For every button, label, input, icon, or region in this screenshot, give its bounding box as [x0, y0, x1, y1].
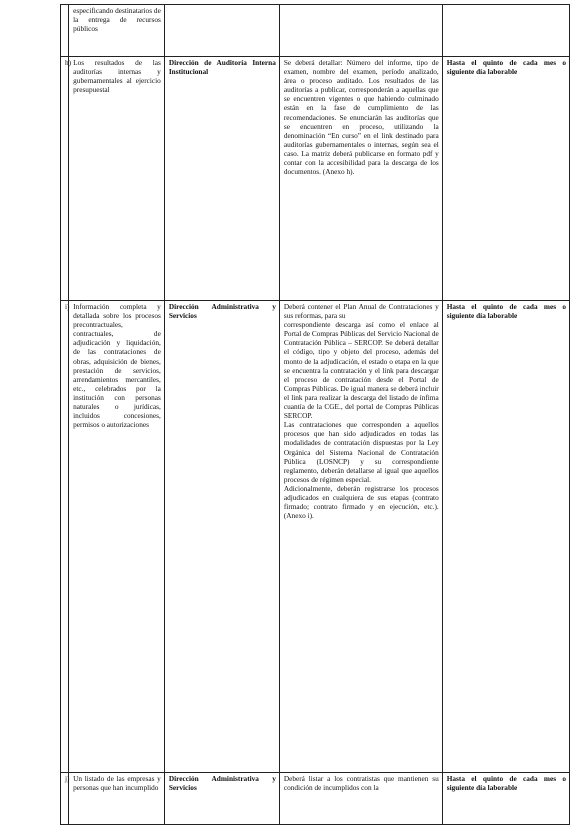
responsible-unit-cell: Dirección Administrativa y Servicios — [164, 773, 279, 825]
responsible-unit-cell: Dirección Administrativa y Servicios — [164, 301, 279, 773]
row-key — [61, 5, 69, 57]
page-margin — [0, 0, 60, 834]
table-body — [61, 5, 570, 825]
table-row — [61, 57, 570, 301]
description-paragraph: Deberá listar a los contratistas que mantienen su condición de incumplidos con la — [283, 774, 439, 793]
responsible-unit-cell — [164, 5, 279, 57]
description-cell — [279, 301, 442, 773]
description-paragraph: Se deberá detallar: Número del informe, tipo de examen, nombre del examen, período analizado, área o proceso auditado. Los resultados de las auditorías a publicar, corresponderán a aquellas que se encuentren vigentes o que habiendo culminado están en la fase de cumplimiento de las recomendaciones. Se enunciarán las auditorías que se encuentren en proceso, utilizando la denominación “En curso” en el link destinado para auditorías gubernamentales o internas, según sea el caso. La matriz deberá publicarse en formato pdf y contar con la accesibilidad para la descarga de los documentos. (Anexo h). — [283, 58, 439, 177]
description-cell — [279, 5, 442, 57]
table-row — [61, 301, 570, 773]
responsible-unit-cell: Dirección de Auditoría Interna Institucional — [164, 57, 279, 301]
description-paragraph: correspondiente descarga así como el enlace al Portal de Compras Públicas del Servicio Nacional de Contratación Pública – SERCOP. Se deberá detallar el código, tipo y objeto del proceso, además del monto de la adjudicación, el estado o etapa en la que se encuentra la contratación y el link para descargar el proceso de contratación desde el Portal de Compras Públicas. De igual manera se deberá incluir el link para realizar la descarga del listado de ínfima cuantía de la CGE., del portal de Compras Públicas SERCOP. — [283, 320, 439, 421]
transparency-table — [60, 4, 570, 825]
table-row — [61, 5, 570, 57]
description-paragraph: Las contrataciones que corresponden a aquellos procesos que han sido adjudicados en todas las modalidades de contratación dispuestas por la Ley Orgánica del Sistema Nacional de Contratación Pública (LOSNCP) y su correspondiente reglamento, deberán detallarse al igual que aquellos procesos de régimen especial. — [283, 420, 439, 484]
row-key: j) — [61, 773, 69, 825]
description-cell — [279, 773, 442, 825]
row-key: i) — [61, 301, 69, 773]
information-cell: especificando destinatarios de la entrega de recursos públicos — [69, 5, 165, 57]
row-key: h) — [61, 57, 69, 301]
table-row — [61, 773, 570, 825]
information-cell: Los resultados de las auditorías internas y gubernamentales al ejercicio presupuestal — [69, 57, 165, 301]
frequency-cell: Hasta el quinto de cada mes o siguiente día laborable — [442, 301, 569, 773]
information-cell: Un listado de las empresas y personas que han incumplido — [69, 773, 165, 825]
description-paragraph: Adicionalmente, deberán registrarse los procesos adjudicados en cualquiera de sus etapas (contrato firmado; contrato firmado y en ejecución, etc.). (Anexo i). — [283, 483, 439, 521]
description-cell — [279, 57, 442, 301]
description-paragraph: Deberá contener el Plan Anual de Contrataciones y sus reformas, para su — [283, 302, 439, 321]
frequency-cell: Hasta el quinto de cada mes o siguiente día laborable — [442, 773, 569, 825]
information-cell: Información completa y detallada sobre los procesos precontractuales, contractuales, de adjudicación y liquidación, de las contrataciones de obras, adquisición de bienes, prestación de servicios, arrendamientos mercantiles, etc., celebrados por la institución con personas naturales o jurídicas, incluidos concesiones, permisos o autorizaciones — [69, 301, 165, 773]
frequency-cell: Hasta el quinto de cada mes o siguiente día laborable — [442, 57, 569, 301]
frequency-cell — [442, 5, 569, 57]
